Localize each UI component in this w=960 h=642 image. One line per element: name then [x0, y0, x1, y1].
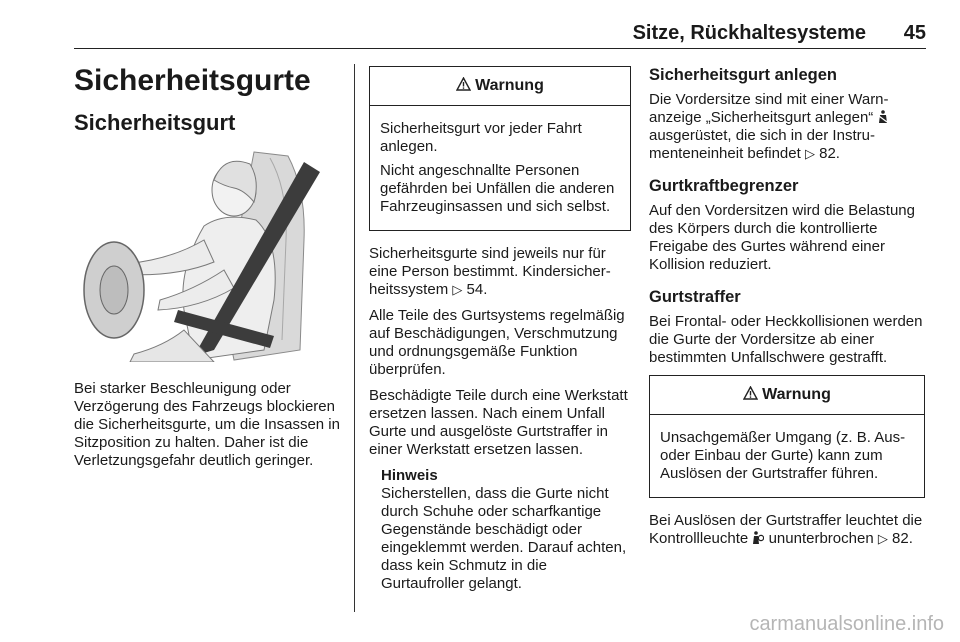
warning-text-1: Sicherheitsgurt vor jeder Fahrt anlegen.: [380, 120, 582, 155]
page-reference[interactable]: 82.: [892, 530, 913, 547]
page-reference[interactable]: 82.: [819, 145, 840, 162]
inspection-paragraph: Alle Teile des Gurtsystems regelmäßig auf Beschädigungen, Verschmutzung und ordnungsgemäße Funktion überprüfen.: [369, 307, 625, 378]
section-subtitle: Sicherheitsgurt: [74, 110, 236, 135]
warning-title: Warnung: [475, 77, 544, 94]
left-paragraph: Bei starker Beschleunigung oder Verzögerung des Fahrzeugs blockieren die Sicherheitsgurte, um die Insassen in Sitzposition zu halten. Daher ist die Verletzungsgefahr deutlich geringer.: [74, 380, 340, 469]
warning-triangle-icon: [456, 77, 471, 96]
note-block: [369, 467, 631, 593]
page-reference-icon: ▷: [452, 282, 463, 297]
straffer-paragraph: Bei Frontal- oder Heckkollisionen werden die Gurte der Vordersitze ab einer bestimmten Unfallschwere gestrafft.: [649, 313, 923, 366]
watermark: carmanualsonline.info: [749, 613, 944, 635]
airbag-warning-icon: [752, 530, 768, 547]
seatbelt-illustration: [74, 150, 338, 362]
column-divider: [354, 64, 355, 612]
page-reference-icon: ▷: [877, 531, 888, 546]
warning-triangle-icon: [743, 386, 758, 405]
page-number: 45: [903, 22, 926, 44]
warning-title: Warnung: [762, 386, 831, 403]
page-reference-icon: ▷: [804, 146, 815, 161]
running-title: Sitze, Rückhaltesysteme: [632, 22, 866, 44]
page-reference[interactable]: 54.: [466, 281, 488, 298]
warning-text-2: Nicht angeschnallte Personen gefährden bei Unfällen die anderen Fahrzeuginsassen und sich selbst.: [380, 162, 615, 215]
seatbelt-warning-icon: [877, 109, 889, 126]
left-column: [74, 64, 342, 478]
warning-header: [370, 67, 630, 106]
heading-straffer: Gurtstraffer: [649, 288, 741, 306]
warning-box: [649, 375, 925, 498]
section-title: Sicherheitsgurte: [74, 64, 311, 97]
last-paragraph: Bei Auslösen der Gurtstraffer leuchtet die Kontrollleuchte ununterbrochen ▷ 82.: [649, 512, 923, 547]
right-column: [649, 66, 925, 556]
note-title: Hinweis: [381, 467, 438, 484]
warning-text: Unsachgemäßer Umgang (z. B. Aus- oder Einbau der Gurte) kann zum Auslösen der Gurtstraffer führen.: [660, 429, 906, 482]
begrenzer-paragraph: Auf den Vordersitzen wird die Belastung des Körpers durch die kontrollierte Freigabe des Gurtes während einer Kollision reduziert.: [649, 202, 915, 273]
anlegen-paragraph: Die Vordersitze sind mit einer Warnanzeige „Sicherheitsgurt anlegen“ ausgerüstet, die sich in der Instrumenteneinheit befindet ▷ 82.: [649, 91, 889, 162]
warning-header: [650, 376, 924, 415]
replace-paragraph: Beschädigte Teile durch eine Werkstatt ersetzen lassen. Nach einem Unfall Gurte und ausgelöste Gurtstraffer in einer Werkstatt ersetzen lassen.: [369, 387, 628, 458]
note-text: Sicherstellen, dass die Gurte nicht durch Schuhe oder scharfkantige Gegenstände beschädigt oder eingeklemmt werden. Darauf achten, dass kein Schmutz in die Gurtaufroller gelangt.: [381, 485, 627, 592]
warning-box: [369, 66, 631, 231]
header-rule: [74, 48, 926, 49]
belt-one-person-paragraph: Sicherheitsgurte sind jeweils nur für eine Person bestimmt. Kindersicherheitssystem ▷ 54.: [369, 245, 611, 298]
heading-anlegen: Sicherheitsgurt anlegen: [649, 66, 837, 84]
heading-begrenzer: Gurtkraftbegrenzer: [649, 177, 799, 195]
middle-column: [369, 66, 631, 593]
